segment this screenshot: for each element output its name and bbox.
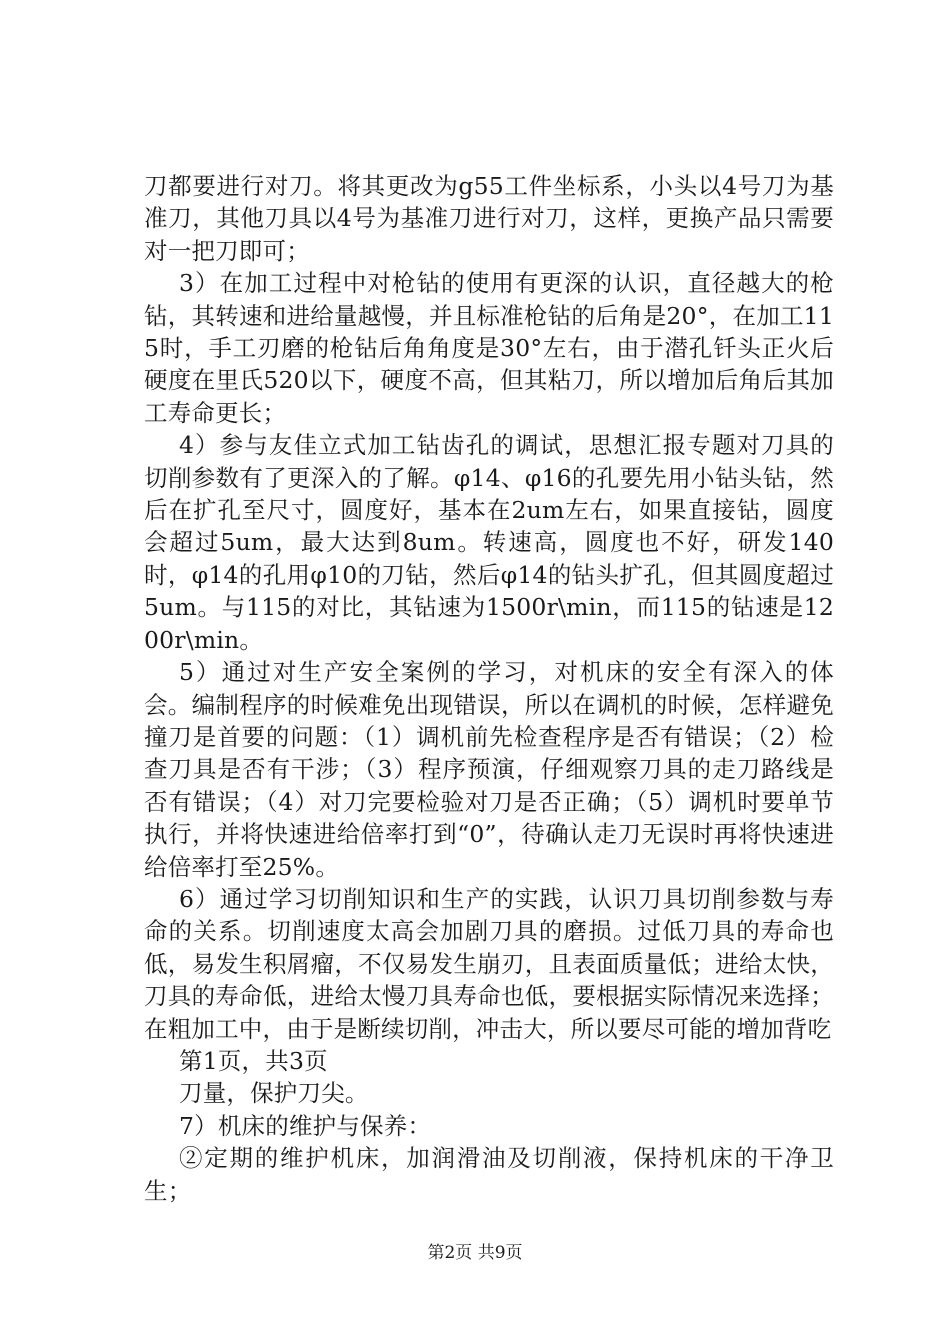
inline-page-marker: 第1页，共3页 [179, 1046, 328, 1075]
paragraph-5: 6）通过学习切削知识和生产的实践，认识刀具切削参数与寿命的关系。切削速度太高会加剧刀具的磨损。过低刀具的寿命也低，易发生积屑瘤，不仅易发生崩刃，且表面质量低；进给太快，刀具的寿命低，进给太慢刀具寿命也低，要根据实际情况来选择；在粗加工中，由于是断续切削，冲击大，所以要尽可能的增加背吃 [144, 884, 834, 1043]
document-body [144, 170, 834, 1207]
paragraph-4: 5）通过对生产安全案例的学习，对机床的安全有深入的体会。编制程序的时候难免出现错误，所以在调机的时候，怎样避免撞刀是首要的问题：（1）调机前先检查程序是否有错误；（2）检查刀具是否有干涉；（3）程序预演，仔细观察刀具的走刀路线是否有错误；（4）对刀完要检验对刀是否正确；（5）调机时要单节执行，并将快速进给倍率打到“0”，待确认走刀无误时再将快速进给倍率打至25%。 [144, 658, 834, 881]
paragraph-2: 3）在加工过程中对枪钻的使用有更深的认识，直径越大的枪钻，其转速和进给量越慢，并且标准枪钻的后角是20°，在加工115时，手工刃磨的枪钻后角角度是30°左右，由于潜孔钎头正火后硬度在里氏520以下，硬度不高，但其粘刀，所以增加后角后其加工寿命更长； [144, 269, 834, 427]
paragraph-8: ②定期的维护机床，加润滑油及切削液，保持机床的干净卫生； [144, 1144, 834, 1205]
page-footer: 第2页 共9页 [427, 1243, 523, 1263]
paragraph-3: 4）参与友佳立式加工钻齿孔的调试，思想汇报专题对刀具的切削参数有了更深入的了解。φ14、φ16的孔要先用小钻头钻，然后在扩孔至尺寸，圆度好，基本在2um左右，如果直接钻，圆度会超过5um，最大达到8um。转速高，圆度也不好，研发140时，φ14的孔用φ10的刀钻，然后φ14的钻头扩孔，但其圆度超过5um。与115的对比，其钻速为1500r\min，而115的钻速是1200r\min。 [144, 431, 834, 654]
paragraph-1: 刀都要进行对刀。将其更改为g55工件坐标系，小头以4号刀为基准刀，其他刀具以4号为基准刀进行对刀，这样，更换产品只需要对一把刀即可； [144, 172, 834, 265]
paragraph-7: 7）机床的维护与保养： [179, 1111, 432, 1140]
paragraph-6: 刀量，保护刀尖。 [179, 1079, 369, 1108]
